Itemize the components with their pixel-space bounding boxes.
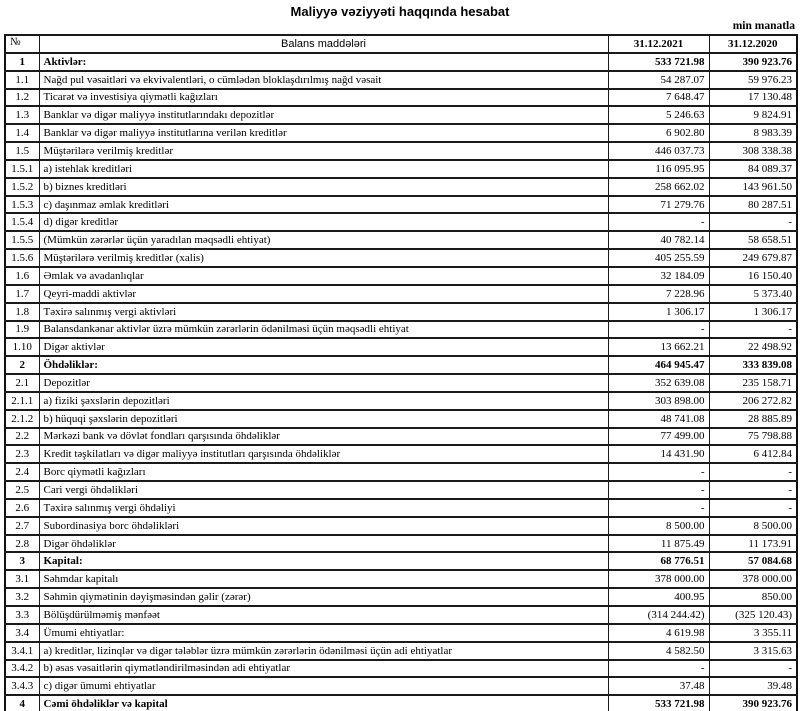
row-number-cell: 3.1 (5, 570, 39, 588)
row-item-cell: Ticarət və investisiya qiymətli kağızları (39, 89, 608, 107)
row-number-cell: 1.5.2 (5, 178, 39, 196)
row-value-2020: 11 173.91 (709, 535, 797, 553)
table-row (5, 517, 797, 535)
row-value-2021: 54 287.07 (608, 71, 709, 89)
row-value-2021: 32 184.09 (608, 267, 709, 285)
row-item-cell: c) digər ümumi ehtiyatlar (39, 677, 608, 695)
row-value-2021: 37.48 (608, 677, 709, 695)
table-row (5, 178, 797, 196)
row-item-cell: b) hüquqi şəxslərin depozitləri (39, 410, 608, 428)
row-value-2021: 303 898.00 (608, 392, 709, 410)
row-item-cell: Balansdankənar aktivlər üzrə mümkün zərərlərin ödənilməsi üçün məqsədli ehtiyat (39, 321, 608, 339)
table-body (5, 53, 797, 711)
column-header-number: № (5, 35, 39, 53)
row-value-2020: - (709, 499, 797, 517)
row-number-cell: 4 (5, 695, 39, 711)
table-row (5, 71, 797, 89)
row-value-2021: 533 721.98 (608, 53, 709, 71)
row-value-2020: 5 373.40 (709, 285, 797, 303)
row-number-cell: 1.7 (5, 285, 39, 303)
row-number-cell: 2.1 (5, 374, 39, 392)
row-value-2020: 39.48 (709, 677, 797, 695)
row-value-2021: 68 776.51 (608, 552, 709, 570)
table-row (5, 392, 797, 410)
row-item-cell: Digər aktivlər (39, 338, 608, 356)
row-value-2021: 4 619.98 (608, 624, 709, 642)
row-number-cell: 2.4 (5, 463, 39, 481)
row-item-cell: Öhdəliklər: (39, 356, 608, 374)
table-row (5, 552, 797, 570)
row-item-cell: Ümumi ehtiyatlar: (39, 624, 608, 642)
row-item-cell: Banklar və digər maliyyə institutlarına verilən kreditlər (39, 124, 608, 142)
row-value-2020: 308 338.38 (709, 142, 797, 160)
row-number-cell: 3.4.3 (5, 677, 39, 695)
table-row (5, 535, 797, 553)
row-value-2021: 352 639.08 (608, 374, 709, 392)
row-number-cell: 2.6 (5, 499, 39, 517)
row-value-2021: 11 875.49 (608, 535, 709, 553)
row-value-2020: 57 084.68 (709, 552, 797, 570)
table-row (5, 89, 797, 107)
row-item-cell: b) əsas vəsaitlərin qiymətləndirilməsindən adi ehtiyatlar (39, 660, 608, 678)
row-value-2021: 48 741.08 (608, 410, 709, 428)
row-value-2021: 405 255.59 (608, 249, 709, 267)
row-value-2020: 84 089.37 (709, 160, 797, 178)
row-item-cell: (Mümkün zərərlər üçün yaradılan məqsədli ehtiyat) (39, 231, 608, 249)
table-row (5, 642, 797, 660)
row-number-cell: 1.5.1 (5, 160, 39, 178)
row-value-2020: 390 923.76 (709, 695, 797, 711)
row-number-cell: 2.5 (5, 481, 39, 499)
row-value-2020: 75 798.88 (709, 428, 797, 446)
row-item-cell: Depozitlər (39, 374, 608, 392)
column-header-2020: 31.12.2020 (709, 35, 797, 53)
page-title: Maliyyə vəziyyəti haqqında hesabat (290, 4, 510, 19)
row-value-2020: 28 885.89 (709, 410, 797, 428)
row-value-2021: 13 662.21 (608, 338, 709, 356)
row-number-cell: 1.10 (5, 338, 39, 356)
row-item-cell: Təxirə salınmış vergi öhdəliyi (39, 499, 608, 517)
table-row (5, 160, 797, 178)
table-row (5, 481, 797, 499)
table-row (5, 606, 797, 624)
row-number-cell: 1.9 (5, 321, 39, 339)
table-row (5, 267, 797, 285)
row-item-cell: Səhmin qiymətinin dəyişməsindən gəlir (zərər) (39, 588, 608, 606)
row-value-2020: 17 130.48 (709, 89, 797, 107)
row-value-2020: - (709, 321, 797, 339)
table-row (5, 570, 797, 588)
row-item-cell: Təxirə salınmış vergi aktivləri (39, 303, 608, 321)
row-item-cell: Səhmdar kapitalı (39, 570, 608, 588)
row-number-cell: 3.4 (5, 624, 39, 642)
row-value-2021: 40 782.14 (608, 231, 709, 249)
row-value-2021: 71 279.76 (608, 196, 709, 214)
row-value-2020: - (709, 660, 797, 678)
table-row (5, 695, 797, 711)
row-item-cell: Kredit təşkilatları və digər maliyyə institutları qarşısında öhdəliklər (39, 445, 608, 463)
row-number-cell: 2.3 (5, 445, 39, 463)
row-item-cell: Müştərilərə verilmiş kreditlər (xalis) (39, 249, 608, 267)
row-item-cell: b) biznes kreditləri (39, 178, 608, 196)
row-value-2021: 258 662.02 (608, 178, 709, 196)
table-row (5, 213, 797, 231)
table-row (5, 677, 797, 695)
row-value-2021: 1 306.17 (608, 303, 709, 321)
row-item-cell: d) digər kreditlər (39, 213, 608, 231)
row-value-2020: 1 306.17 (709, 303, 797, 321)
row-number-cell: 2.8 (5, 535, 39, 553)
row-item-cell: Qeyri-maddi aktivlər (39, 285, 608, 303)
row-value-2021: 7 228.96 (608, 285, 709, 303)
row-item-cell: Kapital: (39, 552, 608, 570)
row-number-cell: 3.4.1 (5, 642, 39, 660)
table-row (5, 321, 797, 339)
row-number-cell: 3.4.2 (5, 660, 39, 678)
row-value-2021: - (608, 499, 709, 517)
table-row (5, 196, 797, 214)
row-value-2021: 378 000.00 (608, 570, 709, 588)
table-row (5, 624, 797, 642)
row-number-cell: 2 (5, 356, 39, 374)
row-value-2020: 8 500.00 (709, 517, 797, 535)
row-item-cell: c) daşınmaz əmlak kreditləri (39, 196, 608, 214)
row-value-2021: 116 095.95 (608, 160, 709, 178)
row-number-cell: 1.3 (5, 106, 39, 124)
header-row (5, 35, 797, 53)
row-value-2020: 3 355.11 (709, 624, 797, 642)
row-value-2020: 22 498.92 (709, 338, 797, 356)
row-value-2021: 14 431.90 (608, 445, 709, 463)
table-row (5, 660, 797, 678)
row-value-2020: 333 839.08 (709, 356, 797, 374)
row-number-cell: 1.2 (5, 89, 39, 107)
row-value-2021: - (608, 481, 709, 499)
row-item-cell: Müştərilərə verilmiş kreditlər (39, 142, 608, 160)
row-number-cell: 1.5 (5, 142, 39, 160)
row-item-cell: a) kreditlər, lizinqlər və digər tələblər üzrə mümkün zərərlərin ödənilməsi üçün adi ehtiyatlar (39, 642, 608, 660)
row-value-2020: 9 824.91 (709, 106, 797, 124)
table-row (5, 428, 797, 446)
row-value-2021: 8 500.00 (608, 517, 709, 535)
row-value-2021: 533 721.98 (608, 695, 709, 711)
table-row (5, 53, 797, 71)
table-row (5, 588, 797, 606)
column-header-item: Balans maddələri (39, 35, 608, 53)
table-row (5, 445, 797, 463)
table-row (5, 463, 797, 481)
row-number-cell: 3.3 (5, 606, 39, 624)
row-value-2021: (314 244.42) (608, 606, 709, 624)
row-value-2021: 446 037.73 (608, 142, 709, 160)
row-number-cell: 3 (5, 552, 39, 570)
row-number-cell: 1.5.6 (5, 249, 39, 267)
row-value-2021: 6 902.80 (608, 124, 709, 142)
row-value-2020: - (709, 481, 797, 499)
row-value-2020: - (709, 213, 797, 231)
row-value-2021: 4 582.50 (608, 642, 709, 660)
row-value-2021: - (608, 660, 709, 678)
row-item-cell: Digər öhdəliklər (39, 535, 608, 553)
row-value-2020: - (709, 463, 797, 481)
row-value-2020: 59 976.23 (709, 71, 797, 89)
row-value-2020: 16 150.40 (709, 267, 797, 285)
row-value-2020: 235 158.71 (709, 374, 797, 392)
row-item-cell: Nağd pul vəsaitləri və ekvivalentləri, o cümlədən bloklaşdırılmış nağd vəsait (39, 71, 608, 89)
row-value-2020: 378 000.00 (709, 570, 797, 588)
row-value-2020: 850.00 (709, 588, 797, 606)
row-item-cell: Əmlak və avadanlıqlar (39, 267, 608, 285)
table-row (5, 356, 797, 374)
row-value-2020: 8 983.39 (709, 124, 797, 142)
row-number-cell: 1 (5, 53, 39, 71)
table-row (5, 124, 797, 142)
row-number-cell: 1.5.5 (5, 231, 39, 249)
row-item-cell: a) istehlak kreditləri (39, 160, 608, 178)
row-value-2021: 5 246.63 (608, 106, 709, 124)
table-row (5, 285, 797, 303)
row-item-cell: Bölüşdürülməmiş mənfəət (39, 606, 608, 624)
row-number-cell: 1.5.4 (5, 213, 39, 231)
table-row (5, 303, 797, 321)
row-value-2021: - (608, 321, 709, 339)
row-item-cell: Banklar və digər maliyyə institutlarındakı depozitlər (39, 106, 608, 124)
row-value-2021: 400.95 (608, 588, 709, 606)
table-row (5, 142, 797, 160)
row-item-cell: Cari vergi öhdəlikləri (39, 481, 608, 499)
row-item-cell: Cəmi öhdəliklər və kapital (39, 695, 608, 711)
table-row (5, 499, 797, 517)
row-item-cell: Aktivlər: (39, 53, 608, 71)
table-row (5, 106, 797, 124)
table-row (5, 231, 797, 249)
balance-sheet-table (4, 34, 798, 711)
row-number-cell: 1.8 (5, 303, 39, 321)
table-row (5, 410, 797, 428)
table-row (5, 338, 797, 356)
row-item-cell: a) fiziki şəxslərin depozitləri (39, 392, 608, 410)
row-value-2021: 77 499.00 (608, 428, 709, 446)
row-value-2020: 390 923.76 (709, 53, 797, 71)
row-value-2020: 206 272.82 (709, 392, 797, 410)
table-row (5, 374, 797, 392)
row-value-2020: 80 287.51 (709, 196, 797, 214)
row-value-2020: 249 679.87 (709, 249, 797, 267)
row-number-cell: 2.1.1 (5, 392, 39, 410)
row-number-cell: 2.7 (5, 517, 39, 535)
unit-note: min manatla (732, 20, 795, 32)
row-value-2020: 58 658.51 (709, 231, 797, 249)
row-number-cell: 1.5.3 (5, 196, 39, 214)
row-value-2021: 7 648.47 (608, 89, 709, 107)
row-number-cell: 1.1 (5, 71, 39, 89)
row-value-2021: - (608, 213, 709, 231)
row-number-cell: 1.4 (5, 124, 39, 142)
row-value-2020: 3 315.63 (709, 642, 797, 660)
table-row (5, 249, 797, 267)
row-value-2020: (325 120.43) (709, 606, 797, 624)
row-number-cell: 3.2 (5, 588, 39, 606)
row-number-cell: 2.1.2 (5, 410, 39, 428)
row-item-cell: Subordinasiya borc öhdəlikləri (39, 517, 608, 535)
row-value-2021: - (608, 463, 709, 481)
column-header-2021: 31.12.2021 (608, 35, 709, 53)
row-item-cell: Mərkəzi bank və dövlət fondları qarşısında öhdəliklər (39, 428, 608, 446)
row-number-cell: 2.2 (5, 428, 39, 446)
row-number-cell: 1.6 (5, 267, 39, 285)
row-value-2020: 6 412.84 (709, 445, 797, 463)
row-value-2021: 464 945.47 (608, 356, 709, 374)
row-value-2020: 143 961.50 (709, 178, 797, 196)
row-item-cell: Borc qiymətli kağızları (39, 463, 608, 481)
